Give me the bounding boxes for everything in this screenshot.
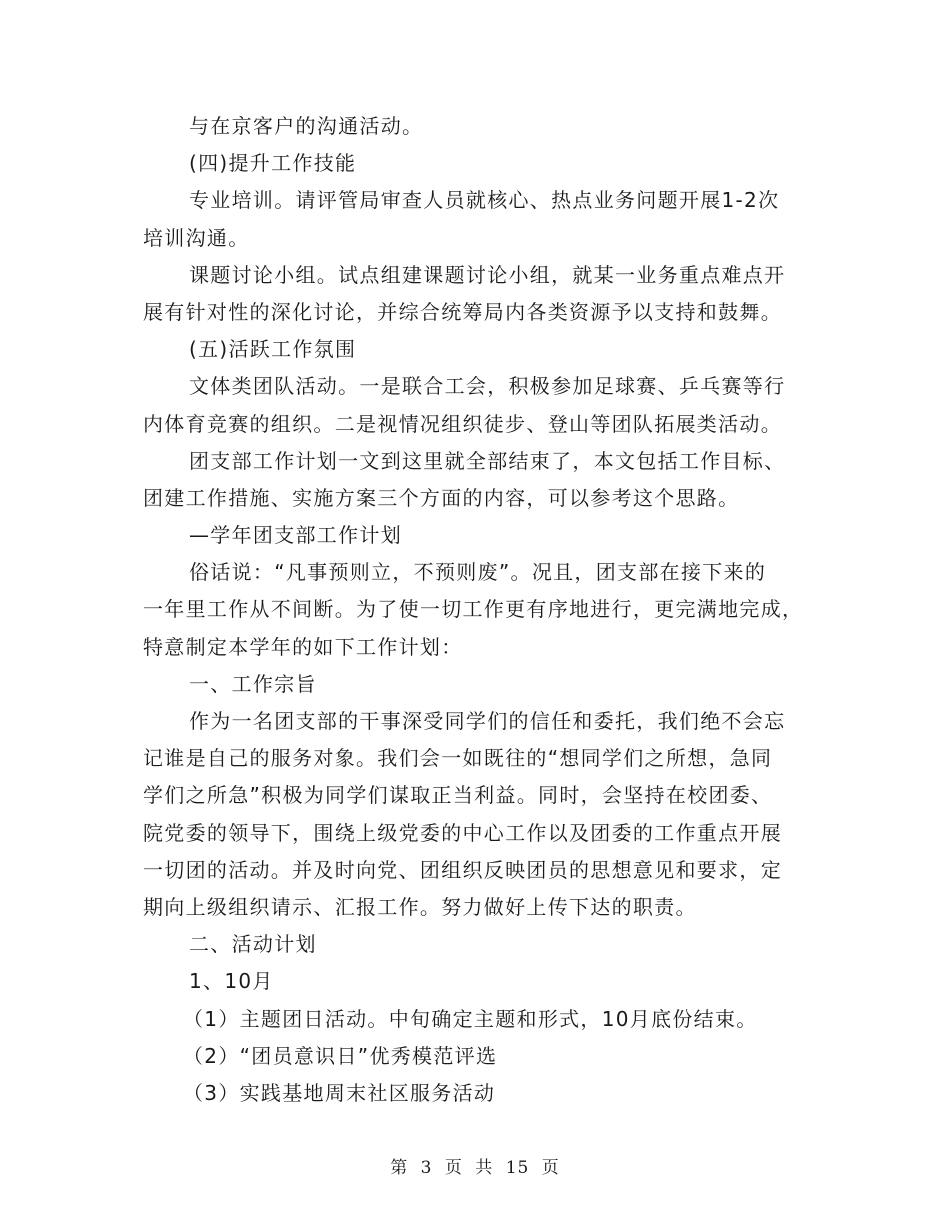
footer-label-page: 第 xyxy=(390,1158,409,1178)
month-heading-october: 1、10月 xyxy=(189,969,274,994)
list-item-3: （3）实践基地周末社区服务活动 xyxy=(183,1080,496,1105)
section-heading-activities: 二、活动计划 xyxy=(189,932,317,957)
text-line-8: 文体类团队活动。一是联合工会，积极参加足球赛、乒乓赛等行 xyxy=(189,374,786,399)
text-line-17: 作为一名团支部的干事深受同学们的信任和委托，我们绝不会忘 xyxy=(189,709,786,733)
text-line-14: 一年里工作从不间断。为了使一切工作更有序地进行，更完满地完成， xyxy=(143,597,804,622)
footer-label-page-unit: 页 xyxy=(444,1158,463,1178)
text-line-5: 课题讨论小组。试点组建课题讨论小组，就某一业务重点难点开 xyxy=(189,262,786,287)
text-line-13: 俗话说：“凡事预则立，不预则废”。况且，团支部在接下来的 xyxy=(189,560,767,585)
section-heading-5: (五)活跃工作氛围 xyxy=(189,337,357,362)
section-heading-4: (四)提升工作技能 xyxy=(189,151,357,176)
footer-total-pages: 15 xyxy=(505,1158,530,1178)
section-heading-purpose: 一、工作宗旨 xyxy=(189,671,317,696)
document-body xyxy=(143,108,808,1112)
text-line-15: 特意制定本学年的如下工作计划： xyxy=(143,634,463,659)
text-line-19: 学们之所急”积极为同学们谋取正当利益。同时，会坚持在校团委、 xyxy=(143,783,773,808)
text-line-9: 内体育竞赛的组织。二是视情况组织徒步、登山等团队拓展类活动。 xyxy=(143,411,782,436)
text-line-20: 院党委的领导下，围绕上级党委的中心工作以及团委的工作重点开展 xyxy=(143,820,782,845)
page-footer xyxy=(0,1153,950,1178)
list-item-1: （1）主题团日活动。中旬确定主题和形式，10月底份结束。 xyxy=(183,1006,758,1031)
footer-label-total: 共 xyxy=(475,1158,494,1178)
text-line-22: 期向上级组织请示、汇报工作。努力做好上传下达的职责。 xyxy=(143,894,697,919)
text-line-4: 培训沟通。 xyxy=(143,225,250,250)
footer-current-page: 3 xyxy=(420,1158,433,1178)
text-line-11: 团建工作措施、实施方案三个方面的内容，可以参考这个思路。 xyxy=(143,485,740,510)
text-line-1: 与在京客户的沟通活动。 xyxy=(189,114,424,138)
list-item-2: （2）“团员意识日”优秀模范评选 xyxy=(183,1043,498,1068)
text-line-6: 展有针对性的深化讨论，并综合统筹局内各类资源予以支持和鼓舞。 xyxy=(143,299,782,324)
footer-label-total-unit: 页 xyxy=(541,1158,560,1178)
text-line-18: 记谁是自己的服务对象。我们会一如既往的“想同学们之所想，急同 xyxy=(143,746,773,771)
text-line-3: 专业培训。请评管局审查人员就核心、热点业务问题开展1-2次 xyxy=(189,188,780,213)
document-subtitle: —学年团支部工作计划 xyxy=(189,523,402,548)
text-line-21: 一切团的活动。并及时向党、团组织反映团员的思想意见和要求，定 xyxy=(143,857,782,882)
text-line-10: 团支部工作计划一文到这里就全部结束了，本文包括工作目标、 xyxy=(189,448,786,473)
